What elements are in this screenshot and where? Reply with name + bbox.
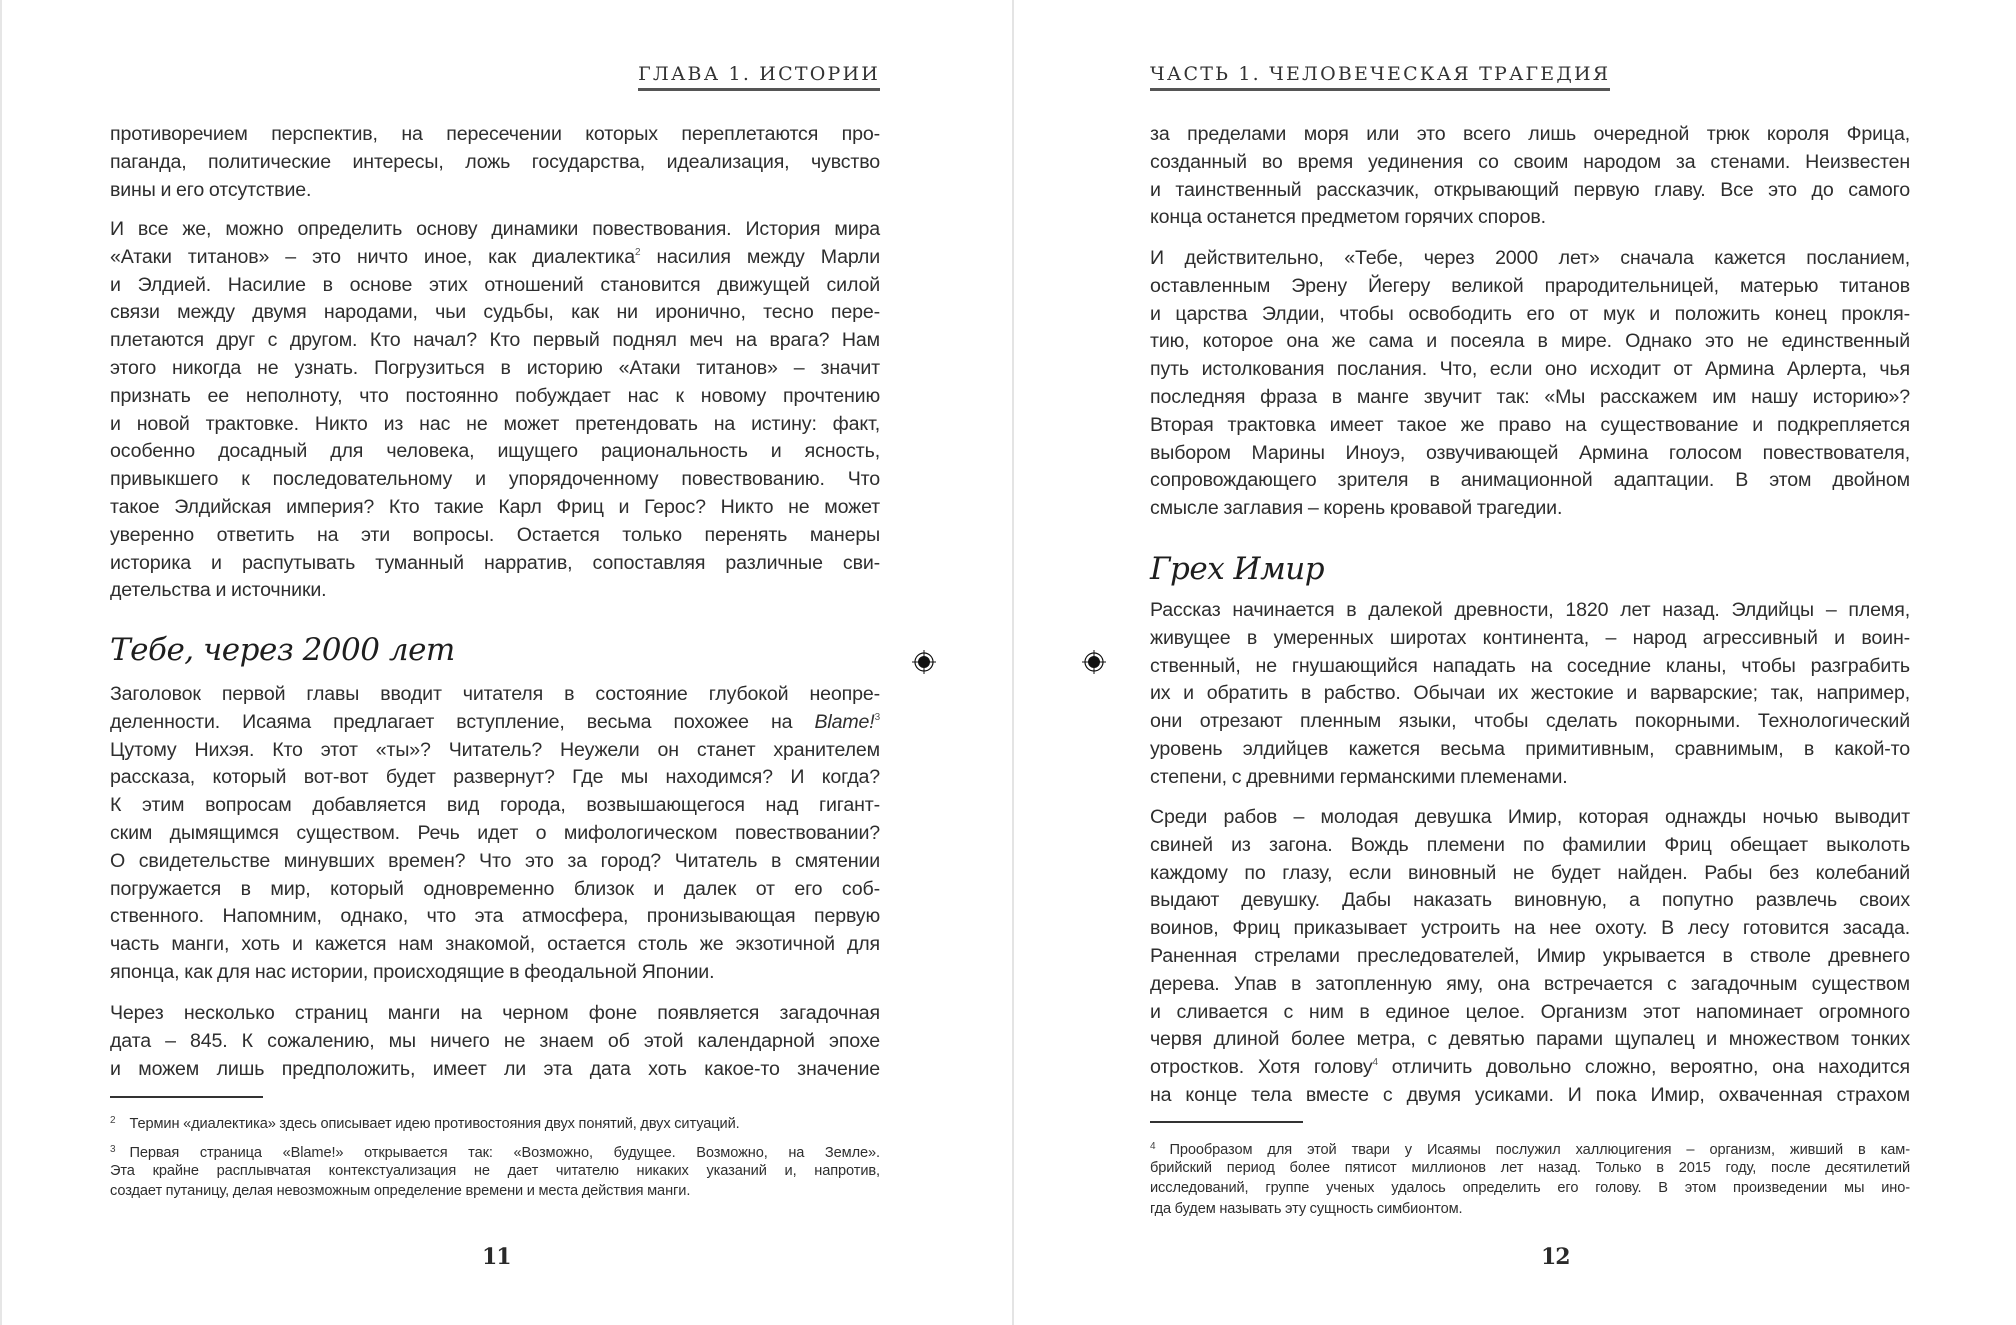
footnote-number: 2	[110, 1115, 116, 1126]
text-line: признать ее неполноту, что постоянно побуждает нас к новому прочтению	[110, 384, 880, 407]
text-line: ским дымящимся существом. Речь идет о мифологическом повествовании?	[110, 821, 880, 844]
text-line: и сливается с ним в единое целое. Организм этот напоминает огромного	[1150, 1000, 1910, 1023]
text-line: плетаются друг с другом. Кто начал? Кто первый поднял меч на врага? Нам	[110, 329, 880, 352]
footnote-ref-4[interactable]: 4	[1372, 1057, 1378, 1069]
text-line: связи между двумя народами, чьи судьбы, как ни иронично, тесно пере-	[110, 301, 880, 324]
text-line: их и обратить в рабство. Обычаи их жестокие и варварские; так, например,	[1150, 682, 1910, 705]
footnote-text: Термин «диалектика» здесь описывает идею противостояния двух понятий, двух ситуаций.	[129, 1116, 740, 1132]
text-line: за пределами моря или это всего лишь очередной трюк короля Фрица,	[1150, 123, 1910, 145]
footnote-line	[1150, 1137, 1910, 1158]
text-segment: насилия между Марли	[640, 245, 881, 268]
text-line: путь истолкования послания. Что, если оно исходит от Армина Арлерта, чья	[1150, 358, 1910, 381]
text-line-with-footnote	[110, 709, 880, 737]
text-segment: отростков. Хотя голову	[1150, 1056, 1373, 1079]
text-line: особенно досадный для человека, ищущего рациональность и ясность,	[110, 440, 880, 463]
text-line: уверенно ответить на эти вопросы. Остается только перенять манеры	[110, 523, 880, 546]
text-line-with-footnote	[110, 244, 880, 272]
footnote-rule	[1150, 1121, 1303, 1123]
text-line: и можем лишь предположить, имеет ли эта дата хоть какое-то значение	[110, 1057, 880, 1080]
text-line: Через несколько страниц манги на черном фоне появляется загадочная	[110, 1002, 880, 1024]
section-heading: Тебе, через 2000 лет	[110, 632, 455, 668]
text-line: оставленным Эрену Йегеру великой прародительницей, матерью титанов	[1150, 274, 1910, 297]
text-line: они отрезают пленным языки, чтобы сделать покорными. Технологический	[1150, 710, 1910, 733]
text-line: последняя фраза в манге звучит так: «Мы расскажем им нашу историю»?	[1150, 385, 1910, 408]
text-line: Цутому Нихэя. Кто этот «ты»? Читатель? Неужели он станет хранителем	[110, 738, 880, 761]
italic-title: Blame!	[814, 710, 875, 733]
footnote-line: создает путаницу, делая невозможным определение времени и места действия манги.	[110, 1183, 691, 1199]
text-line: историка и распутывать туманный нарратив, сопоставляя различные сви-	[110, 551, 880, 574]
text-line: И действительно, «Тебе, через 2000 лет» сначала кажется посланием,	[1150, 247, 1910, 269]
text-line: уровень элдийцев кажется весьма примитивным, сравнимым, в какой-то	[1150, 737, 1910, 760]
text-line: каждому по глазу, если виновный не будет найден. Рабы без колебаний	[1150, 861, 1910, 884]
text-line: на конце тела вместе с двумя усиками. И пока Имир, охваченная страхом	[1150, 1083, 1910, 1106]
footnote-line: брийский период более пятисот миллионов лет назад. Только в 2015 году, после десятилетий	[1150, 1159, 1910, 1176]
text-line: О свидетельстве минувших времен? Что это за город? Читатель в смятении	[110, 849, 880, 872]
text-segment: отличить довольно сложно, вероятно, она находится	[1377, 1056, 1910, 1079]
text-line: и Элдией. Насилие в основе этих отношений становится движущей силой	[110, 273, 880, 296]
text-line: и новой трактовке. Никто из нас не может претендовать на истину: факт,	[110, 412, 880, 435]
paragraph	[1150, 597, 1910, 792]
paragraph	[110, 121, 880, 204]
footnote-ref-2[interactable]: 2	[634, 246, 641, 258]
footnote-number: 3	[110, 1144, 116, 1155]
text-line: воинов, Фриц приказывает устроить на нее охоту. В лесу готовится засада.	[1150, 917, 1910, 940]
right-page	[1014, 0, 2016, 1325]
footnote-3	[110, 1140, 880, 1202]
text-line: степени, с древними германскими племенами.	[1150, 765, 1568, 788]
text-line: К этим вопросам добавляется вид города, возвышающегося над гигант-	[110, 794, 880, 817]
text-line: детельства и источники.	[110, 579, 327, 602]
text-line: созданный во время уединения со своим народом за стенами. Неизвестен	[1150, 150, 1910, 173]
running-head-part: ЧАСТЬ 1. ЧЕЛОВЕЧЕСКАЯ ТРАГЕДИЯ	[1150, 62, 1610, 91]
footnote-line	[110, 1111, 880, 1132]
text-line: дерева. Упав в затопленную яму, она встречается с загадочным существом	[1150, 972, 1910, 995]
text-line: привыкшего к последовательному и упорядоченному повествованию. Что	[110, 468, 880, 491]
paragraph	[1150, 121, 1910, 232]
text-line: дата – 845. К сожалению, мы ничего не знаем об этой календарной эпохе	[110, 1029, 880, 1052]
paragraph	[110, 216, 880, 605]
running-head-chapter: ГЛАВА 1. ИСТОРИИ	[638, 62, 880, 91]
text-line: выбором Марины Иноуэ, озвучивающей Армина голосом повествователя,	[1150, 441, 1910, 464]
text-line: выдают девушку. Дабы наказать виновную, а попутно развлечь своих	[1150, 889, 1910, 912]
text-line: Вторая трактовка имеет такое же право на существование и подкрепляется	[1150, 413, 1910, 436]
registration-mark-icon	[912, 650, 936, 674]
section-heading: Грех Имир	[1150, 551, 1325, 587]
page-number: 11	[482, 1244, 511, 1270]
text-line: смысле заглавия – корень кровавой трагедии.	[1150, 497, 1563, 520]
text-segment: «Атаки титанов» – это ничто иное, как диалектика	[110, 245, 635, 268]
text-line: конца останется предметом горячих споров.	[1150, 206, 1546, 229]
footnote-2	[110, 1111, 880, 1132]
page-number: 12	[1541, 1244, 1570, 1270]
text-line: этого никогда не узнать. Погрузиться в историю «Атаки титанов» – значит	[110, 356, 880, 379]
footnote-4	[1150, 1137, 1910, 1219]
text-line: сопровождающего зрителя в анимационной адаптации. В этом двойном	[1150, 469, 1910, 492]
footnote-line: Эта крайне расплывчатая контекстуализация не дает читателю никаких указаний и, напротив,	[110, 1162, 880, 1179]
footnote-rule	[110, 1096, 263, 1098]
text-line: Рассказ начинается в далекой древности, 1820 лет назад. Элдийцы – племя,	[1150, 599, 1910, 621]
text-line: тию, которое она же сама и посеяла в мире. Однако это не единственный	[1150, 330, 1910, 353]
text-segment: деленности. Исаяма предлагает вступление, весьма похожее на	[110, 710, 793, 733]
text-line: Заголовок первой главы вводит читателя в состояние глубокой неопре-	[110, 683, 880, 705]
footnote-line	[110, 1140, 880, 1161]
paragraph	[1150, 804, 1910, 1110]
paragraph	[110, 1000, 880, 1083]
text-line: червя длиной более метра, с девятью парами щупалец и множеством тонких	[1150, 1028, 1910, 1051]
text-line: погружается в мир, который одновременно близок и далек от его соб-	[110, 877, 880, 900]
text-line: часть манги, хоть и кажется нам знакомой, остается столь же экзотичной для	[110, 933, 880, 956]
footnote-text: Прообразом для этой твари у Исаямы послужил халлюцигения – организм, живший в кам-	[1169, 1142, 1910, 1158]
text-line: свиней из загона. Вождь племени по фамилии Фриц обещает выколоть	[1150, 833, 1910, 856]
footnote-ref-3[interactable]: 3	[874, 711, 880, 723]
text-line: вины и его отсутствие.	[110, 178, 312, 201]
text-line: Раненная стрелами преследователей, Имир укрывается в стволе древнего	[1150, 944, 1910, 967]
footnote-text: Первая страница «Blame!» открывается так: «Возможно, будущее. Возможно, на Земле».	[129, 1145, 880, 1161]
text-line: И все же, можно определить основу динамики повествования. История мира	[110, 218, 880, 240]
footnote-number: 4	[1150, 1141, 1156, 1152]
text-line-with-footnote	[1150, 1054, 1910, 1082]
text-line: такое Элдийская империя? Кто такие Карл Фриц и Герос? Никто не может	[110, 495, 880, 518]
text-line: и царства Элдии, чтобы освободить его от мук и положить конец прокля-	[1150, 302, 1910, 325]
text-line: и таинственный рассказчик, открывающий первую главу. Все это до самого	[1150, 178, 1910, 201]
paragraph	[1150, 245, 1910, 523]
text-line: ственный, не гнушающийся нападать на соседние кланы, чтобы разграбить	[1150, 654, 1910, 677]
footnote-line: исследований, группе ученых удалось определить его голову. В этом произведении мы ино-	[1150, 1180, 1910, 1196]
paragraph	[110, 681, 880, 987]
text-line: японца, как для нас истории, происходящие в феодальной Японии.	[110, 960, 715, 983]
text-line: Среди рабов – молодая девушка Имир, которая однажды ночью выводит	[1150, 806, 1910, 828]
text-line: живущее в умеренных широтах континента, – народ агрессивный и воин-	[1150, 626, 1910, 649]
text-line: паганда, политические интересы, ложь государства, идеализация, чувство	[110, 150, 880, 173]
text-line: рассказа, который вот-вот будет развернут? Где мы находимся? И когда?	[110, 766, 880, 789]
registration-mark-icon	[1082, 650, 1106, 674]
footnote-line: гда будем называть эту сущность симбионтом.	[1150, 1200, 1463, 1217]
text-line: противоречием перспектив, на пересечении которых переплетаются про-	[110, 123, 880, 145]
text-line: ственного. Напомним, однако, что эта атмосфера, пронизывающая первую	[110, 905, 880, 928]
